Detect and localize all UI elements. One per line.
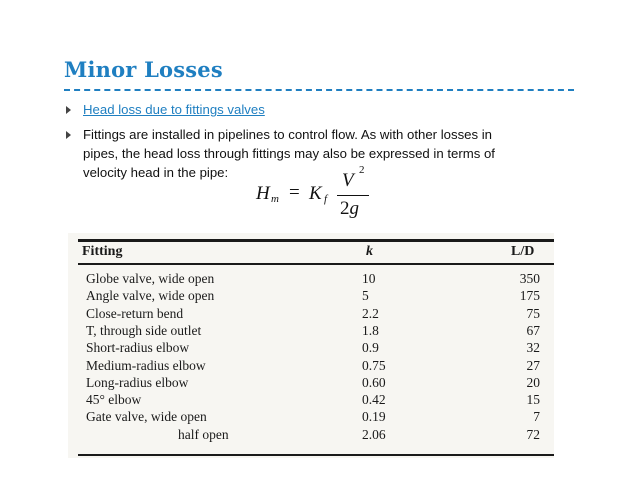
table-row	[68, 409, 554, 424]
bullet-arrow-icon	[66, 131, 71, 139]
cell-fitting: Medium-radius elbow	[86, 357, 206, 373]
eq-coef-sub: f	[324, 193, 328, 205]
cell-fitting: T, through side outlet	[86, 322, 202, 338]
eq-den-var: g	[349, 198, 359, 219]
cell-k: 0.42	[362, 392, 386, 408]
cell-k: 0.60	[362, 374, 386, 390]
table-row	[68, 306, 554, 321]
eq-numerator-sup: 2	[359, 164, 365, 176]
cell-k: 0.75	[362, 357, 386, 373]
fittings-table	[68, 233, 554, 458]
cell-ld: 175	[519, 288, 540, 304]
table-row	[68, 340, 554, 355]
eq-lhs: H	[256, 183, 270, 204]
header-ld: L/D	[511, 244, 535, 259]
bullet-line: Fittings are installed in pipelines to control flow. As with other losses in	[83, 127, 493, 142]
table-bottom-rule	[78, 454, 554, 456]
eq-den-prefix: 2	[340, 198, 350, 219]
cell-ld: 27	[526, 357, 540, 373]
bullet-line: pipes, the head loss through fittings may also be expressed in terms of	[83, 146, 495, 161]
table-row	[68, 427, 554, 442]
eq-fraction-bar	[337, 195, 369, 196]
cell-fitting: Globe valve, wide open	[86, 271, 215, 286]
table-row	[68, 271, 554, 286]
slide-title: Minor Losses	[64, 57, 223, 82]
eq-equals: =	[289, 182, 300, 203]
eq-lhs-sub: m	[271, 193, 279, 205]
bullet-text	[83, 126, 495, 183]
cell-ld: 72	[526, 426, 540, 442]
cell-ld: 7	[533, 409, 540, 425]
cell-k: 1.8	[362, 322, 379, 338]
cell-fitting: Angle valve, wide open	[86, 288, 215, 304]
header-fitting: Fitting	[82, 244, 123, 259]
cell-fitting: 45° elbow	[86, 392, 142, 408]
cell-fitting: Gate valve, wide open	[86, 409, 207, 425]
cell-ld: 20	[526, 374, 540, 390]
cell-ld: 32	[526, 340, 540, 356]
cell-ld: 67	[526, 322, 540, 338]
cell-k: 0.9	[362, 340, 379, 356]
table-row	[68, 288, 554, 303]
header-k: k	[366, 244, 373, 259]
title-divider	[64, 89, 574, 91]
eq-numerator: V	[342, 170, 354, 191]
cell-fitting: Long-radius elbow	[86, 374, 189, 390]
table-row	[68, 358, 554, 373]
cell-k: 10	[362, 271, 376, 286]
table-row	[68, 323, 554, 338]
cell-k: 5	[362, 288, 369, 304]
cell-ld: 15	[526, 392, 540, 408]
table-header-rule	[78, 263, 554, 265]
bullet-arrow-icon	[66, 106, 71, 114]
bullet-link-text[interactable]: Head loss due to fittings valves	[83, 102, 265, 117]
table-top-rule	[78, 239, 554, 242]
cell-fitting: Short-radius elbow	[86, 340, 190, 356]
bullet-line: velocity head in the pipe:	[83, 165, 229, 180]
cell-k: 2.06	[362, 426, 386, 442]
cell-k: 2.2	[362, 305, 379, 321]
table-row	[68, 392, 554, 407]
cell-k: 0.19	[362, 409, 386, 425]
table-row	[68, 375, 554, 390]
cell-fitting: half open	[178, 426, 229, 442]
eq-denominator	[340, 198, 359, 220]
eq-coef: K	[309, 183, 322, 204]
cell-ld: 350	[519, 271, 540, 286]
cell-fitting: Close-return bend	[86, 305, 184, 321]
cell-ld: 75	[526, 305, 540, 321]
